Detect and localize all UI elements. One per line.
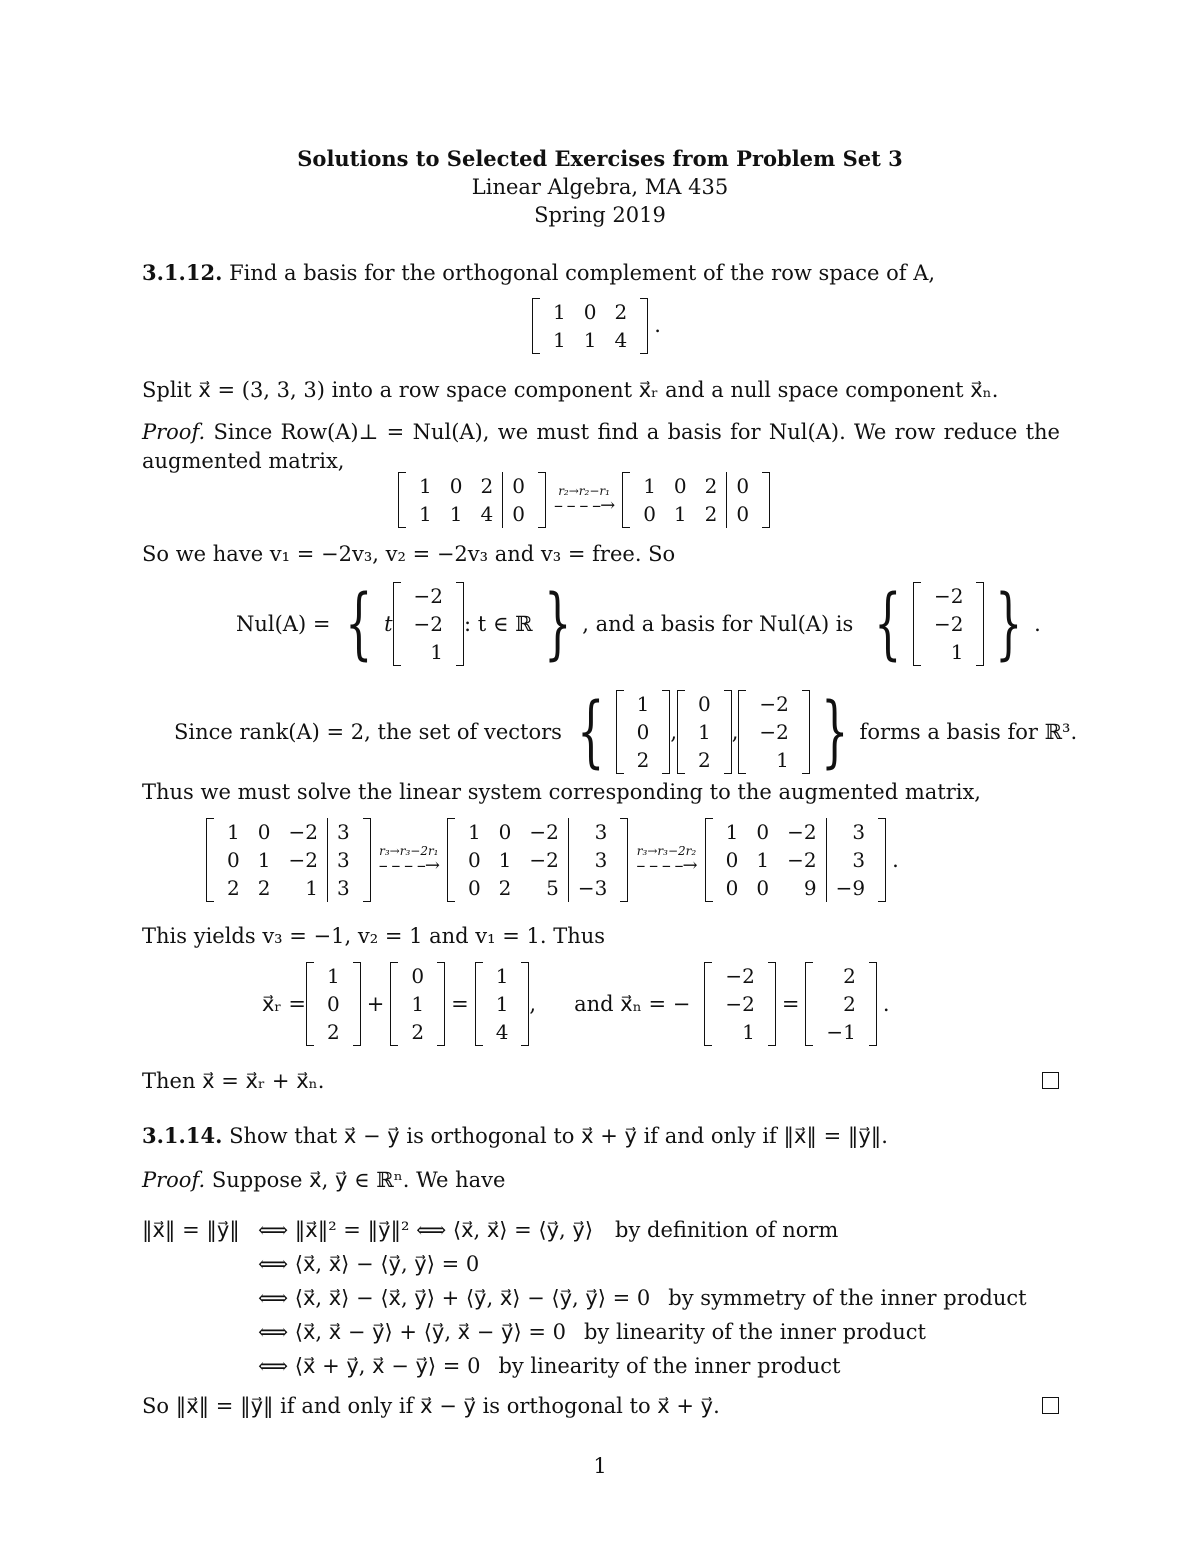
matrix-entry: −2 — [529, 820, 559, 844]
equivalence-step: ⟺ ⟨x⃗, x⃗⟩ − ⟨x⃗, y⃗⟩ + ⟨y⃗, x⃗⟩ − ⟨y⃗, y⃗⟩ = 0 by symmetry of the inner product — [258, 1285, 1027, 1310]
free-variable-line: So we have v₁ = −2v₃, v₂ = −2v₃ and v₃ = free. So — [142, 542, 676, 566]
row-op-arrow: r₂→r₂−r₁ – – – –→ — [553, 484, 615, 516]
yield-line: This yields v₃ = −1, v₂ = 1 and v₁ = 1. Thus — [142, 924, 606, 948]
column-vector — [738, 690, 809, 774]
matrix-entry: −2 — [787, 848, 817, 872]
matrix-entry: 0 — [227, 848, 240, 872]
matrix-entry: 4 — [480, 502, 494, 526]
vector-entry: 1 — [495, 992, 509, 1016]
column-vector — [390, 962, 445, 1046]
matrix-entry: −9 — [826, 874, 874, 902]
matrix-entry: 0 — [467, 848, 481, 872]
exercise-text: Show that x⃗ − y⃗ is orthogonal to x⃗ + y⃗ if and only if ‖x⃗‖ = ‖y⃗‖. — [229, 1124, 888, 1148]
matrix-entry: 0 — [583, 300, 597, 324]
equivalence-step: ‖x⃗‖ = ‖y⃗‖ ⟺ ‖x⃗‖² = ‖y⃗‖² ⟺ ⟨x⃗, x⃗⟩ = ⟨y⃗, y⃗⟩ by definition of norm — [142, 1217, 839, 1242]
parameter-t: t — [384, 611, 393, 636]
matrix-entry: 3 — [826, 818, 874, 846]
course-name: Linear Algebra, MA 435 — [471, 175, 729, 199]
column-vector — [616, 690, 671, 774]
matrix-entry: 1 — [449, 502, 463, 526]
vector-entry: 1 — [950, 640, 964, 664]
vector-entry: 0 — [327, 992, 340, 1016]
matrix-entry: 0 — [725, 876, 739, 900]
matrix-entry: 4 — [614, 328, 628, 352]
equivalence-step: ⟺ ⟨x⃗, x⃗ − y⃗⟩ + ⟨y⃗, x⃗ − y⃗⟩ = 0 by linearity of the inner product — [258, 1319, 926, 1344]
matrix-entry: 0 — [756, 876, 770, 900]
matrix-entry: 1 — [227, 820, 240, 844]
conclusion-line: So ‖x⃗‖ = ‖y⃗‖ if and only if x⃗ − y⃗ is orthogonal to x⃗ + y⃗. — [142, 1394, 720, 1418]
vector-entry: 0 — [698, 692, 711, 716]
matrix-entry: 3 — [327, 818, 358, 846]
matrix-entry: 3 — [826, 846, 874, 874]
matrix-entry: 2 — [498, 876, 512, 900]
matrix-entry: 9 — [803, 876, 817, 900]
matrix-entry: 1 — [419, 502, 432, 526]
proof-intro-text: Since Row(A)⊥ = Nul(A), we must find a basis for Nul(A). We row reduce the augmented matrix, — [142, 420, 1060, 473]
proof-intro-text: Suppose x⃗, y⃗ ∈ ℝⁿ. We have — [211, 1168, 506, 1192]
matrix-entry: 2 — [614, 300, 628, 324]
matrix — [705, 818, 886, 902]
matrix-entry: 0 — [498, 820, 512, 844]
vector-entry: 1 — [327, 964, 340, 988]
matrix-entry: 1 — [305, 876, 318, 900]
matrix-entry: 3 — [327, 874, 358, 902]
qed-square-icon — [1042, 1397, 1059, 1414]
vector-entry: 2 — [636, 748, 650, 772]
vector-entry: −2 — [413, 612, 444, 636]
matrix — [398, 472, 546, 528]
matrix — [206, 818, 371, 902]
term: Spring 2019 — [534, 203, 666, 227]
matrix-entry: 1 — [643, 474, 656, 498]
proof-label: Proof. — [142, 1168, 206, 1192]
matrix-entry: −2 — [529, 848, 559, 872]
matrix-entry: 1 — [673, 502, 687, 526]
vector-entry: 2 — [843, 964, 856, 988]
nul-space-definition: Nul(A) = { t −2 −2 1 : t ∈ ℝ } , and a basis for Nul(A) is { −2 −2 1 } . — [236, 579, 1041, 669]
nul-label: Nul(A) = — [236, 611, 331, 636]
proof-2-intro — [142, 1170, 505, 1191]
page-number: 1 — [593, 1454, 607, 1478]
matrix-entry: 3 — [568, 846, 616, 874]
matrix-entry: 2 — [480, 474, 494, 498]
vector-entry: −2 — [413, 584, 444, 608]
vector-entry: 1 — [698, 720, 711, 744]
component-vectors: x⃗ᵣ = 1 0 2 + 0 1 2 = 1 1 4 , and x⃗ₙ = − −2 −2 1 = 2 2 −1 . — [262, 964, 890, 1044]
matrix-entry: 3 — [568, 818, 616, 846]
column-vector — [677, 690, 732, 774]
matrix-entry: 1 — [257, 848, 271, 872]
vector-entry: 4 — [495, 1020, 509, 1044]
column-vector — [393, 582, 464, 666]
matrix-entry: 1 — [553, 328, 566, 352]
matrix-a: 1 0 2 1 1 4 . — [532, 298, 661, 354]
vector-entry: 1 — [430, 640, 444, 664]
vector-entry: −2 — [725, 964, 755, 988]
vector-entry: 0 — [636, 720, 650, 744]
matrix-entry: −2 — [787, 820, 817, 844]
matrix-entry: 0 — [727, 500, 758, 528]
split-statement: Split x⃗ = (3, 3, 3) into a row space component x⃗ᵣ and a null space component x⃗ₙ. — [142, 378, 999, 402]
vector-entry: 1 — [776, 748, 789, 772]
matrix-entry: 0 — [503, 472, 534, 500]
matrix-entry: −2 — [288, 848, 318, 872]
matrix-entry: 1 — [419, 474, 432, 498]
matrix-entry: 1 — [725, 820, 739, 844]
matrix-entry: 0 — [643, 502, 656, 526]
rank-statement: Since rank(A) = 2, the set of vectors { 1 0 2 , 0 1 2 , −2 −2 1 } forms a basis for ℝ³. — [174, 687, 1078, 777]
vector-entry: 1 — [742, 1020, 755, 1044]
matrix-entry: 2 — [227, 876, 240, 900]
matrix-entry: 5 — [546, 876, 559, 900]
solve-line: Thus we must solve the linear system corresponding to the augmented matrix, — [142, 780, 981, 804]
row-reduction-1 — [398, 472, 770, 528]
vector-entry: 2 — [411, 1020, 425, 1044]
matrix-entry: −2 — [288, 820, 318, 844]
vector-entry: −2 — [933, 584, 964, 608]
matrix-entry: 1 — [756, 848, 770, 872]
rank-text: Since rank(A) = 2, the set of vectors — [174, 719, 562, 744]
exercise-text: Find a basis for the orthogonal complement of the row space of A, — [229, 261, 936, 285]
column-vector — [306, 962, 361, 1046]
equivalence-step: ⟺ ⟨x⃗, x⃗⟩ − ⟨y⃗, y⃗⟩ = 0 — [258, 1251, 480, 1276]
proof-label: Proof. — [142, 420, 206, 444]
equivalence-chain — [142, 1213, 1027, 1383]
matrix-entry: 1 — [498, 848, 512, 872]
equivalence-step: ⟺ ⟨x⃗ + y⃗, x⃗ − y⃗⟩ = 0 by linearity of the inner product — [258, 1353, 841, 1378]
matrix-entry: 0 — [257, 820, 271, 844]
nul-basis-text: , and a basis for Nul(A) is — [582, 611, 854, 636]
matrix-entry: 0 — [727, 472, 758, 500]
exercise-number: 3.1.14. — [142, 1123, 223, 1148]
proof-1-intro — [142, 418, 1060, 476]
matrix-entry: 1 — [553, 300, 566, 324]
matrix-entry: 0 — [449, 474, 463, 498]
vector-entry: 0 — [411, 964, 425, 988]
row-reduction-2: 1 0 −2 3 0 1 −2 3 2 2 1 3 r₃→r₃−2r₁ – – – –→ 1 0 −2 3 0 1 −2 3 0 2 5 −3 r₃→r₃−2r₂ – – – –→ 1 0 −2 3 0 1 −2 3 0 0 9 −9 . — [206, 818, 899, 902]
then-line: Then x⃗ = x⃗ᵣ + x⃗ₙ. — [142, 1069, 325, 1093]
matrix-entry: 0 — [673, 474, 687, 498]
xr-label: x⃗ᵣ = — [262, 991, 306, 1016]
column-vector — [913, 582, 984, 666]
matrix-entry: 0 — [756, 820, 770, 844]
matrix-entry: 3 — [327, 846, 358, 874]
column-vector — [805, 962, 876, 1046]
vector-entry: −2 — [933, 612, 964, 636]
vector-entry: 1 — [636, 692, 650, 716]
vector-entry: 1 — [495, 964, 509, 988]
matrix-entry: 0 — [503, 500, 534, 528]
matrix-entry: −3 — [568, 874, 616, 902]
matrix — [532, 298, 648, 354]
matrix-entry: 1 — [467, 820, 481, 844]
matrix-entry: 2 — [704, 474, 718, 498]
vector-entry: 2 — [327, 1020, 340, 1044]
matrix — [622, 472, 770, 528]
matrix-entry: 2 — [257, 876, 271, 900]
document-title: Solutions to Selected Exercises from Problem Set 3 — [297, 146, 903, 171]
matrix-entry: 1 — [583, 328, 597, 352]
vector-entry: −1 — [826, 1020, 856, 1044]
vector-entry: −2 — [759, 692, 789, 716]
column-vector — [704, 962, 775, 1046]
matrix-entry: 2 — [704, 502, 718, 526]
vector-entry: 1 — [411, 992, 425, 1016]
exercise-3-1-12-statement — [142, 262, 935, 284]
xn-label: and x⃗ₙ = − — [574, 991, 691, 1016]
matrix — [447, 818, 628, 902]
nul-condition: : t ∈ ℝ — [464, 611, 533, 636]
exercise-number: 3.1.12. — [142, 260, 223, 285]
rank-tail: forms a basis for ℝ³. — [859, 719, 1078, 744]
vector-entry: 2 — [843, 992, 856, 1016]
exercise-3-1-14-statement — [142, 1125, 888, 1147]
vector-entry: 2 — [698, 748, 711, 772]
vector-entry: −2 — [759, 720, 789, 744]
column-vector — [475, 962, 530, 1046]
qed-square-icon — [1042, 1072, 1059, 1089]
matrix-entry: 0 — [725, 848, 739, 872]
matrix-entry: 0 — [467, 876, 481, 900]
vector-entry: −2 — [725, 992, 755, 1016]
